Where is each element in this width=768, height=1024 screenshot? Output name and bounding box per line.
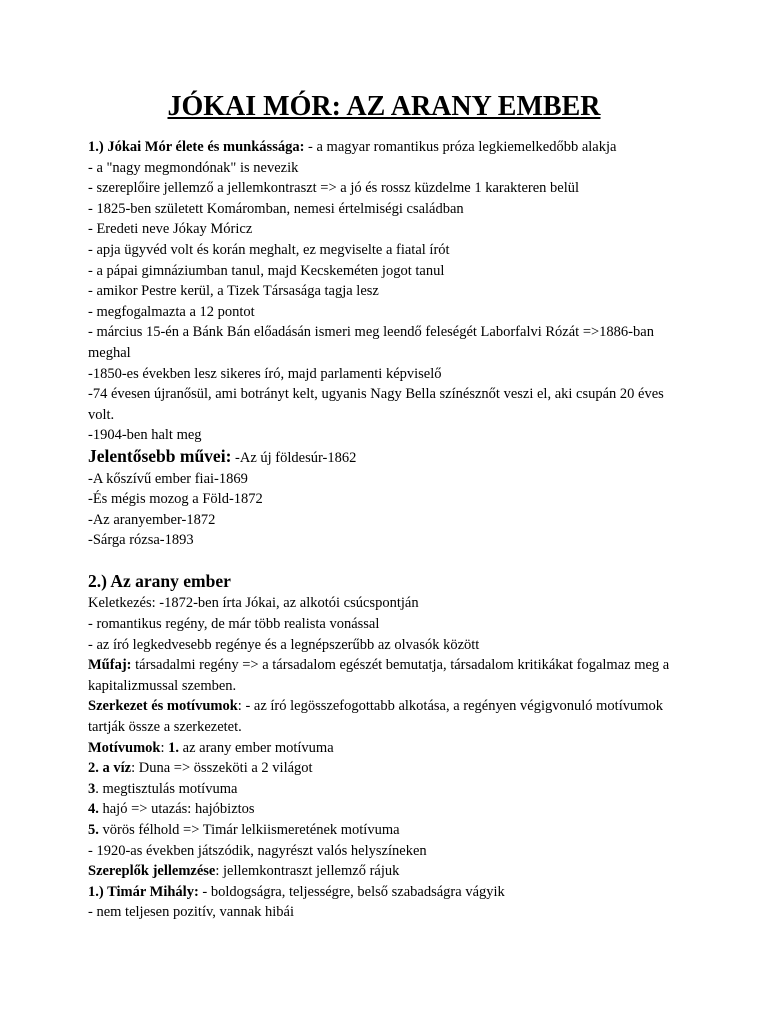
genre-label: Műfaj: [88, 657, 132, 674]
origin-detail: - az író legkedvesebb regénye és a legnépszerűbb az olvasók között [88, 636, 480, 653]
motif-text: vörös félhold => Timár lelkiismeretének motívuma [98, 822, 400, 838]
origin-line: Keletkezés: -1872-ben írta Jókai, az alkotói csúcspontján [88, 595, 419, 612]
characters-text: : jellemkontraszt jellemző rájuk [215, 863, 400, 880]
timar-text: - boldogságra, teljességre, belső szabadságra vágyik [198, 883, 505, 900]
setting-line: - 1920-as években játszódik, nagyrészt valós helyszíneken [88, 842, 427, 859]
motif-number: 2. a víz [88, 760, 132, 777]
bio-line: - apja ügyvéd volt és korán meghalt, ez megviselte a fiatal írót [88, 241, 450, 258]
section-spacer [88, 551, 688, 571]
bio-line: - Eredeti neve Jókay Móricz [88, 221, 253, 238]
timar-detail: - nem teljesen pozitív, vannak hibái [88, 904, 295, 921]
bio-line: - 1825-ben született Komáromban, nemesi értelmiségi családban [88, 200, 464, 217]
structure-paragraph [88, 696, 688, 737]
bio-line: -74 évesen újranősül, ami botrányt kelt, ugyanis Nagy Bella színésznőt veszi el, aki csupán 20 éves volt. [88, 386, 664, 423]
characters-line [88, 861, 688, 882]
works-first-item: -Az új földesúr-1862 [231, 449, 357, 466]
genre-paragraph [88, 655, 688, 696]
motif-number: 1. [168, 739, 180, 756]
section-2-heading-line [88, 571, 688, 594]
section-1-heading-line [88, 137, 688, 158]
section-1-intro: - a magyar romantikus próza legkiemelkedőbb alakja [304, 139, 617, 155]
motif-line: Motívumok: 1. az arany ember motívuma [88, 739, 334, 756]
works-item: -Az aranyember-1872 [88, 511, 216, 528]
structure-text: : - az író legösszefogottabb alkotása, a regényen végigvonuló motívumok tartják össze a szerkezetet. [88, 698, 664, 736]
section-1-heading: 1.) Jókai Mór élete és munkássága: [88, 139, 305, 155]
works-item: -Sárga rózsa-1893 [88, 532, 194, 549]
bio-line: -1850-es években lesz sikeres író, majd parlamenti képviselő [88, 365, 442, 382]
structure-label: Szerkezet és motívumok [88, 698, 238, 715]
bio-line: - a pápai gimnáziumban tanul, majd Kecskeméten jogot tanul [88, 262, 445, 279]
bio-line: - március 15-én a Bánk Bán előadásán ismeri meg leendő feleségét Laborfalvi Rózát =>1886-ban meghal [88, 324, 654, 361]
origin-detail: - romantikus regény, de már több realista vonással [88, 616, 380, 633]
document-body [88, 137, 688, 923]
section-2-heading: 2.) Az arany ember [88, 570, 231, 591]
bio-line: -1904-ben halt meg [88, 427, 202, 444]
motif-line [88, 758, 688, 779]
motif-line [88, 779, 688, 800]
genre-text: társadalmi regény => a társadalom egészét bemutatja, társadalom kritikákat fogalmaz meg a kapitalizmussal szemben. [88, 657, 670, 694]
motif-text: az arany ember motívuma [179, 739, 334, 756]
timar-line [88, 882, 688, 903]
works-heading: Jelentősebb művei: [88, 445, 232, 466]
motif-number: 4. [88, 801, 99, 818]
bio-line: - megfogalmazta a 12 pontot [88, 303, 255, 320]
motif-number: 3 [88, 780, 96, 797]
works-item: -A kőszívű ember fiai-1869 [88, 470, 248, 487]
page-title: JÓKAI MÓR: AZ ARANY EMBER [167, 91, 601, 122]
characters-label: Szereplők jellemzése [88, 863, 216, 880]
motifs-label: Motívumok [88, 739, 161, 756]
bio-line: - amikor Pestre kerül, a Tizek Társasága tagja lesz [88, 283, 379, 300]
motif-text: . megtisztulás motívuma [95, 780, 238, 797]
works-item: -És mégis mozog a Föld-1872 [88, 491, 263, 508]
works-heading-line [88, 446, 688, 469]
motif-line [88, 799, 688, 820]
bio-line: - szereplőire jellemző a jellemkontraszt => a jó és rossz küzdelme 1 karakteren belül [88, 180, 580, 197]
bio-line: - a "nagy megmondónak" is nevezik [88, 159, 299, 176]
motif-number: 5. [88, 822, 99, 838]
motif-text: hajó => utazás: hajóbiztos [98, 801, 255, 818]
motif-text: : Duna => összeköti a 2 világot [131, 760, 313, 777]
motif-line [88, 820, 688, 841]
timar-label: 1.) Timár Mihály: [88, 883, 199, 900]
